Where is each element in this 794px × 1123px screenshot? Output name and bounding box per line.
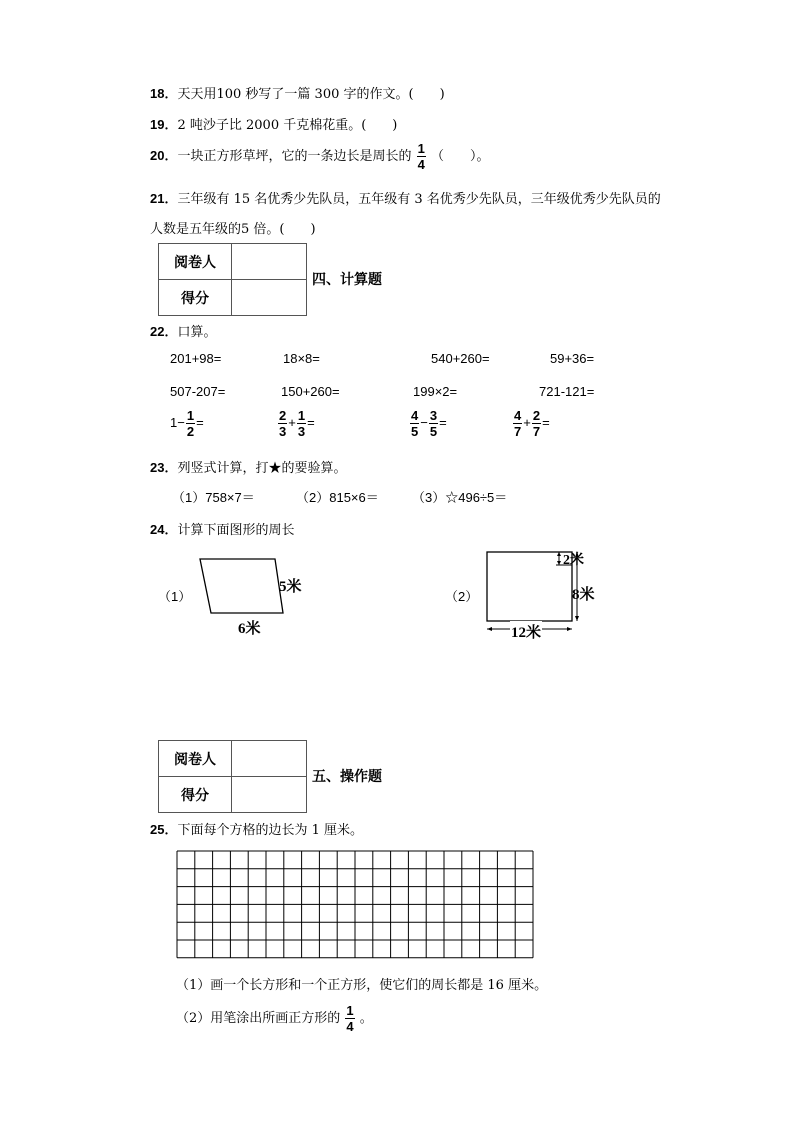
question-number: 22． xyxy=(150,324,178,339)
figure-1-label: （1） xyxy=(158,589,192,604)
calc-item: 721-121= xyxy=(539,384,595,399)
fraction: $\frac{4}{7}$ xyxy=(514,408,522,439)
calc-item: 540+260= xyxy=(431,351,490,366)
fraction: $\frac{1}{3}$ xyxy=(297,408,306,439)
question-21 xyxy=(150,188,661,207)
arrow-head xyxy=(557,561,561,565)
vertical-calc-item: （2）815×6＝ xyxy=(296,490,379,505)
question-number: 21． xyxy=(150,191,178,206)
fraction: $\frac{3}{5}$ xyxy=(429,408,438,439)
question-number: 18． xyxy=(150,86,178,101)
question-text: 天天用100 秒写了一篇 300 字的作文。( ) xyxy=(177,87,445,102)
score-cell[interactable] xyxy=(232,280,307,316)
reviewer-label: 阅卷人 xyxy=(159,244,232,280)
fraction: $\frac{4}{5}$ xyxy=(411,408,419,439)
calc-item: 59+36= xyxy=(550,351,595,366)
question-25 xyxy=(150,819,363,838)
question-21-line2: 人数是五年级的5 倍。( ) xyxy=(150,222,316,237)
question-19 xyxy=(150,114,397,133)
question-number: 20． xyxy=(150,148,178,163)
figure-2-label: （2） xyxy=(445,589,479,604)
fraction-calc-item: $\frac{4}{5}$ − $\frac{3}{5}$ = xyxy=(411,408,447,439)
score-table xyxy=(158,740,307,813)
reviewer-cell[interactable] xyxy=(232,244,307,280)
question-number: 19． xyxy=(150,117,178,132)
question-text: 列竖式计算，打★的要验算。 xyxy=(177,461,347,476)
question-23 xyxy=(150,457,346,476)
reviewer-label: 阅卷人 xyxy=(159,741,232,777)
fraction-calc-item: 1− $\frac{1}{2}$ = xyxy=(170,408,204,439)
question-text: 2 吨沙子比 2000 千克棉花重。( ) xyxy=(177,118,398,133)
score-table xyxy=(158,243,307,316)
question-text: 口算。 xyxy=(177,325,217,340)
arrow-head xyxy=(567,627,572,631)
fraction: $\frac{1}{4}$ xyxy=(417,141,425,172)
parallelogram-shape xyxy=(200,559,283,613)
rectangle-width-label: 12米 xyxy=(510,621,542,642)
question-25-sub1: （1）画一个长方形和一个正方形，使它们的周长都是 16 厘米。 xyxy=(176,978,548,993)
question-text-line1: 三年级有 15 名优秀少先队员，五年级有 3 名优秀少先队员，三年级优秀少先队员的 xyxy=(177,192,661,207)
rectangle-height-label: 8米 xyxy=(572,587,595,603)
question-text: 下面每个方格的边长为 1 厘米。 xyxy=(177,823,364,838)
question-25-sub2: （2）用笔涂出所画正方形的 $\frac{1}{4}$ 。 xyxy=(176,1003,373,1034)
calc-item: 199×2= xyxy=(413,384,458,399)
question-text: 计算下面图形的周长 xyxy=(177,523,295,538)
calc-item: 150+260= xyxy=(281,384,340,399)
vertical-calc-item: （3）☆496÷5＝ xyxy=(412,490,508,505)
section-title: 四、计算题 xyxy=(312,272,382,288)
score-label: 得分 xyxy=(159,777,232,813)
fraction: $\frac{1}{2}$ xyxy=(186,408,195,439)
question-number: 25． xyxy=(150,822,178,837)
fraction: $\frac{2}{3}$ xyxy=(279,408,287,439)
parallelogram-side-label: 5米 xyxy=(279,579,302,595)
fraction: $\frac{1}{4}$ xyxy=(346,1003,354,1034)
section-title: 五、操作题 xyxy=(312,769,382,785)
arrow-head xyxy=(575,616,579,621)
score-label: 得分 xyxy=(159,280,232,316)
calc-item: 201+98= xyxy=(170,351,222,366)
reviewer-cell[interactable] xyxy=(232,741,307,777)
calc-item: 507-207= xyxy=(170,384,226,399)
fraction: $\frac{2}{7}$ xyxy=(532,408,541,439)
question-number: 24． xyxy=(150,522,178,537)
arrow-head xyxy=(487,627,492,631)
question-number: 23． xyxy=(150,460,178,475)
question-18 xyxy=(150,83,445,102)
question-text: 一块正方形草坪，它的一条边长是周长的 xyxy=(177,149,412,164)
fraction-calc-item: $\frac{2}{3}$ + $\frac{1}{3}$ = xyxy=(279,408,315,439)
answer-blank: （ ）。 xyxy=(431,149,490,164)
question-24 xyxy=(150,519,294,538)
question-20 xyxy=(150,142,490,171)
fraction-calc-item: $\frac{4}{7}$ + $\frac{2}{7}$ = xyxy=(514,408,550,439)
parallelogram-base-label: 6米 xyxy=(238,621,261,637)
score-cell[interactable] xyxy=(232,777,307,813)
vertical-calc-item: （1）758×7＝ xyxy=(172,490,255,505)
calc-item: 18×8= xyxy=(283,351,320,366)
question-22 xyxy=(150,321,216,340)
square-grid[interactable] xyxy=(176,850,538,960)
rectangle-small-label: 2米 xyxy=(563,553,584,568)
